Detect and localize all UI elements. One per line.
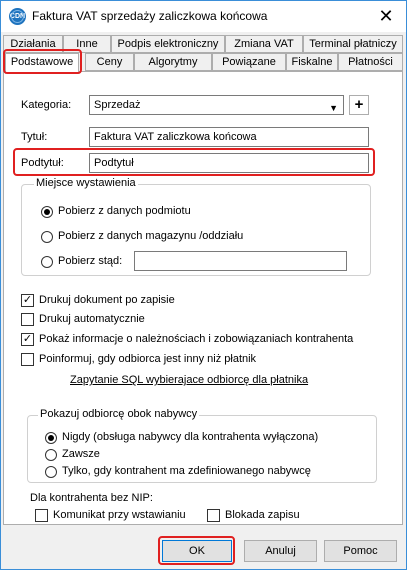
miejsce-wystawienia-title: Miejsce wystawienia <box>36 177 136 189</box>
radio-pobierz-podmiot[interactable] <box>41 206 53 218</box>
radio-pobierz-podmiot-label: Pobierz z danych podmiotu <box>58 205 191 217</box>
kategoria-select[interactable] <box>89 95 344 115</box>
title-bar[interactable] <box>1 1 406 32</box>
add-kategoria-button[interactable]: + <box>349 95 369 115</box>
check-pokaz-informacje[interactable]: ✓ <box>22 333 33 345</box>
tab-powiazane[interactable]: Powiązane <box>212 53 286 71</box>
nip-title: Dla kontrahenta bez NIP: <box>30 492 153 504</box>
radio-odbiorca-zawsze[interactable] <box>45 449 57 461</box>
pomoc-button[interactable]: Pomoc <box>324 540 397 562</box>
tab-platnosci[interactable]: Płatności <box>338 53 403 71</box>
window-title: Faktura VAT sprzedaży zaliczkowa końcowa <box>32 9 268 23</box>
check-drukuj-po-zapisie-label: Drukuj dokument po zapisie <box>39 294 175 306</box>
radio-pobierz-stad[interactable] <box>41 256 53 268</box>
radio-odbiorca-zawsze-label: Zawsze <box>62 448 100 460</box>
chevron-down-icon: ▼ <box>329 103 338 113</box>
radio-pobierz-stad-label: Pobierz stąd: <box>58 255 123 267</box>
radio-odbiorca-tylko-label: Tylko, gdy kontrahent ma zdefiniowanego nabywcę <box>62 465 311 477</box>
highlight-podtytul-row <box>13 148 375 176</box>
highlight-podstawowe-tab <box>3 49 82 74</box>
tab-dzialania[interactable]: Działania <box>3 35 63 53</box>
tab-algorytmy[interactable]: Algorytmy <box>134 53 212 71</box>
pokazuj-odbiorce-title: Pokazuj odbiorcę obok nabywcy <box>40 408 198 420</box>
check-blokada-zapisu[interactable] <box>207 509 220 522</box>
kategoria-value: Sprzedaż <box>94 99 141 111</box>
check-poinformuj[interactable] <box>21 353 34 366</box>
pobierz-stad-input[interactable] <box>134 251 347 271</box>
check-drukuj-po-zapisie[interactable]: ✓ <box>22 294 33 306</box>
radio-odbiorca-nigdy[interactable] <box>45 432 57 444</box>
app-logo-icon: CDN <box>9 8 26 25</box>
check-drukuj-automatycznie-label: Drukuj automatycznie <box>39 313 145 325</box>
tytul-label: Tytuł: <box>21 131 48 143</box>
radio-pobierz-magazyn[interactable] <box>41 231 53 243</box>
check-komunikat-label: Komunikat przy wstawianiu <box>53 509 186 521</box>
tab-panel-podstawowe <box>3 71 403 525</box>
pokazuj-odbiorce-group <box>27 408 377 483</box>
tab-terminal-platniczy[interactable]: Terminal płatniczy <box>303 35 403 53</box>
check-poinformuj-label: Poinformuj, gdy odbiorca jest inny niż płatnik <box>39 353 257 365</box>
podtytul-label: Podtytuł: <box>21 157 64 169</box>
miejsce-wystawienia-group <box>21 177 371 276</box>
tab-fiskalne[interactable]: Fiskalne <box>286 53 338 71</box>
radio-odbiorca-nigdy-label: Nigdy (obsługa nabywcy dla kontrahenta wyłączona) <box>62 431 319 443</box>
close-button[interactable]: ✕ <box>378 6 394 26</box>
check-komunikat-przy-wstawianiu[interactable] <box>35 509 48 522</box>
highlight-ok-button <box>158 536 235 565</box>
tab-podpis-elektroniczny[interactable]: Podpis elektroniczny <box>111 35 225 53</box>
kategoria-label: Kategoria: <box>21 99 72 111</box>
radio-pobierz-magazyn-label: Pobierz z danych magazynu /oddziału <box>58 230 244 242</box>
ok-button[interactable]: OK <box>162 540 232 562</box>
radio-odbiorca-tylko[interactable] <box>45 466 57 478</box>
tab-zmiana-vat[interactable]: Zmiana VAT <box>225 35 303 53</box>
check-drukuj-automatycznie[interactable] <box>21 313 34 326</box>
tab-podstawowe[interactable]: Podstawowe <box>5 53 79 74</box>
tytul-input[interactable]: Faktura VAT zaliczkowa końcowa <box>89 127 369 147</box>
tab-ceny[interactable]: Ceny <box>85 53 134 71</box>
anuluj-button[interactable]: Anuluj <box>244 540 317 562</box>
check-pokaz-informacje-label: Pokaż informacje o należnościach i zobowiązaniach kontrahenta <box>39 333 354 345</box>
check-blokada-label: Blokada zapisu <box>225 509 300 521</box>
sql-odbiorca-link[interactable]: Zapytanie SQL wybierajace odbiorcę dla płatnika <box>70 374 309 386</box>
tab-inne[interactable]: Inne <box>63 35 111 53</box>
podtytul-input[interactable]: Podtytuł <box>89 153 369 173</box>
